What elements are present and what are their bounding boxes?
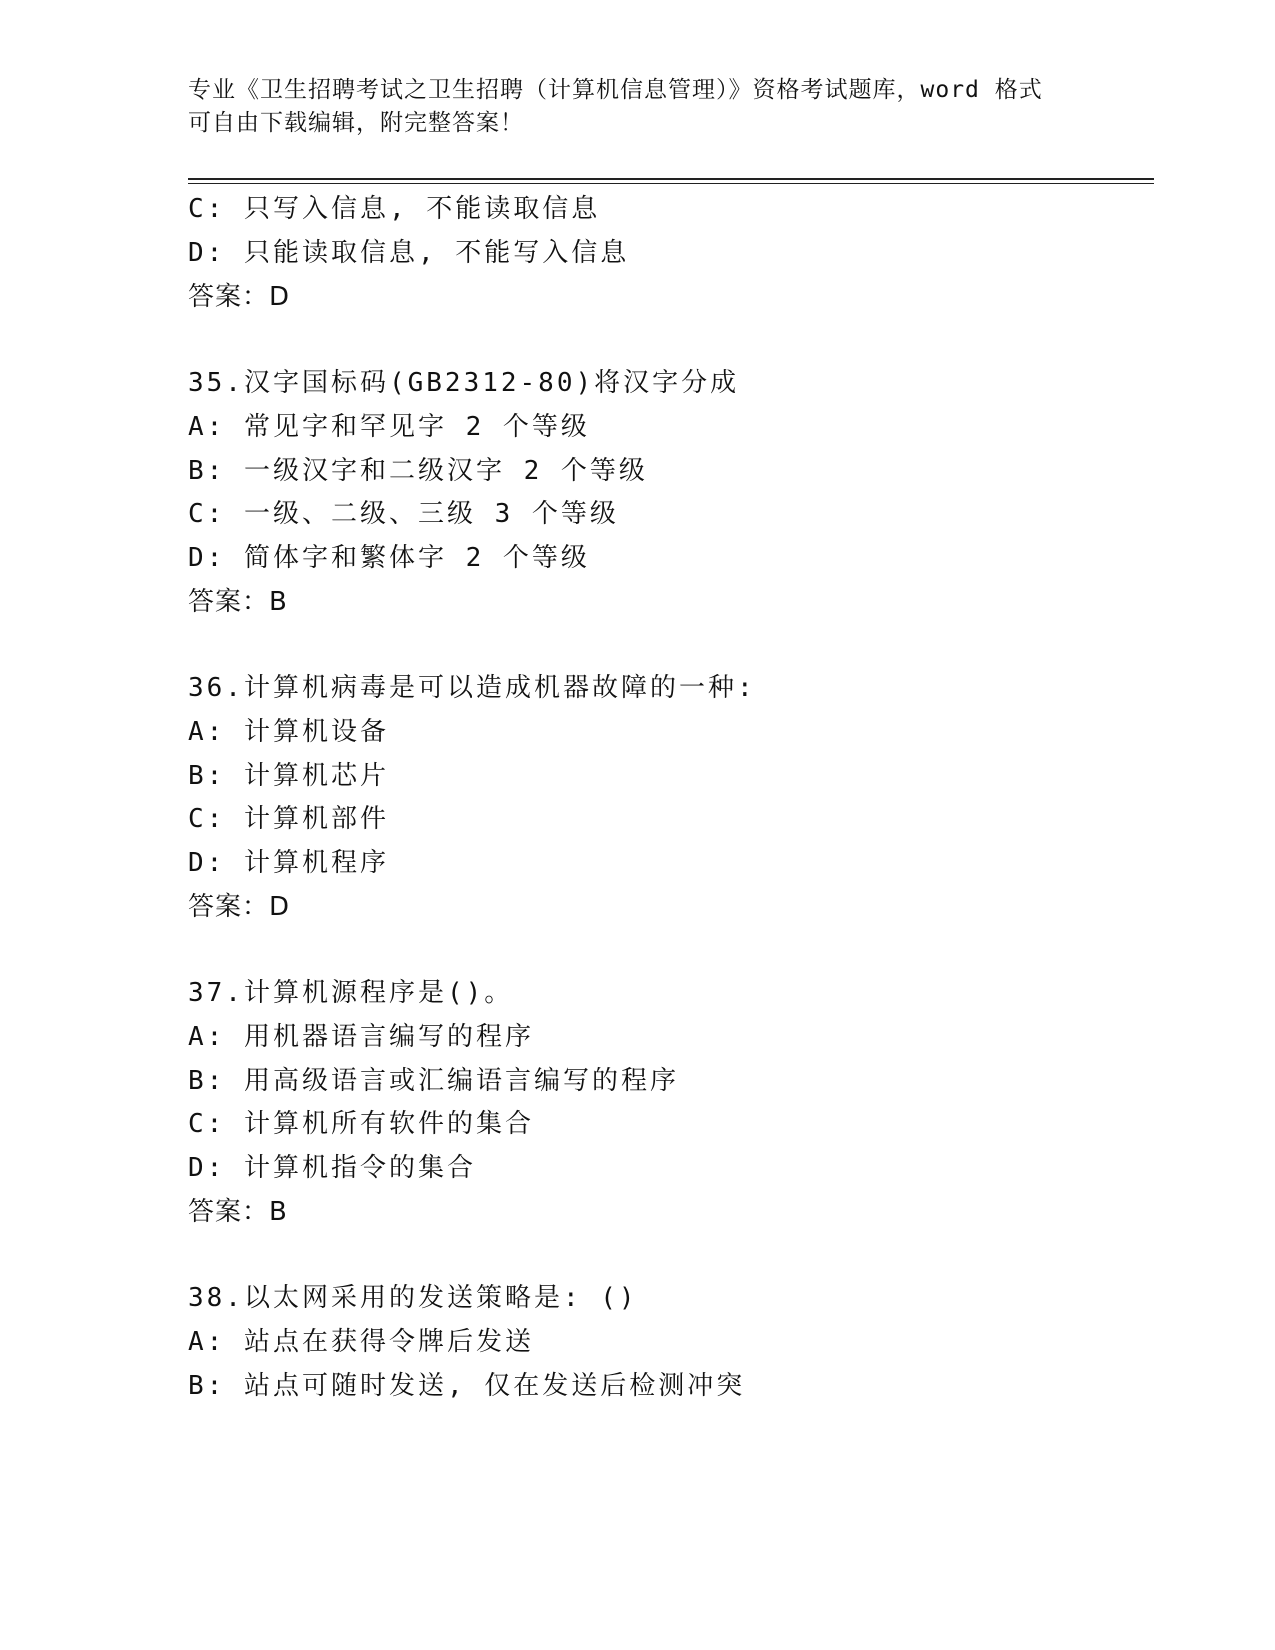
question-35-stem: 35.汉字国标码(GB2312-80)将汉字分成 — [188, 368, 740, 398]
header-line-1: 专业《卫生招聘考试之卫生招聘（计算机信息管理）》资格考试题库，word 格式 — [188, 77, 1043, 103]
question-37-answer: 答案：B — [188, 1197, 288, 1227]
document-header — [188, 74, 1068, 140]
question-37-option-c: C: 计算机所有软件的集合 — [188, 1109, 534, 1139]
answer-line: 答案：D — [188, 282, 291, 312]
question-37-stem: 37.计算机源程序是()。 — [188, 978, 514, 1008]
question-37-option-d: D: 计算机指令的集合 — [188, 1153, 476, 1183]
header-divider-thin — [188, 183, 1154, 184]
option-c: C: 只写入信息, 不能读取信息 — [188, 194, 601, 224]
question-38-stem: 38.以太网采用的发送策略是: () — [188, 1283, 638, 1313]
header-line-2: 可自由下载编辑，附完整答案！ — [188, 110, 524, 136]
option-d: D: 只能读取信息, 不能写入信息 — [188, 238, 630, 268]
question-35-option-b: B: 一级汉字和二级汉字 2 个等级 — [188, 456, 648, 486]
question-38-option-b: B: 站点可随时发送, 仅在发送后检测冲突 — [188, 1371, 746, 1401]
question-36-stem: 36.计算机病毒是可以造成机器故障的一种: — [188, 673, 756, 703]
header-divider-thick — [188, 178, 1154, 180]
question-35-option-d: D: 简体字和繁体字 2 个等级 — [188, 543, 590, 573]
question-36-option-a: A: 计算机设备 — [188, 717, 389, 747]
question-37-option-a: A: 用机器语言编写的程序 — [188, 1022, 534, 1052]
question-35-option-c: C: 一级、二级、三级 3 个等级 — [188, 499, 619, 529]
question-36-answer: 答案：D — [188, 892, 291, 922]
question-37-option-b: B: 用高级语言或汇编语言编写的程序 — [188, 1066, 679, 1096]
question-36-option-b: B: 计算机芯片 — [188, 761, 389, 791]
question-36-option-c: C: 计算机部件 — [188, 804, 389, 834]
question-35-option-a: A: 常见字和罕见字 2 个等级 — [188, 412, 590, 442]
question-36-option-d: D: 计算机程序 — [188, 848, 389, 878]
question-38-option-a: A: 站点在获得令牌后发送 — [188, 1327, 534, 1357]
question-35-answer: 答案：B — [188, 587, 288, 617]
